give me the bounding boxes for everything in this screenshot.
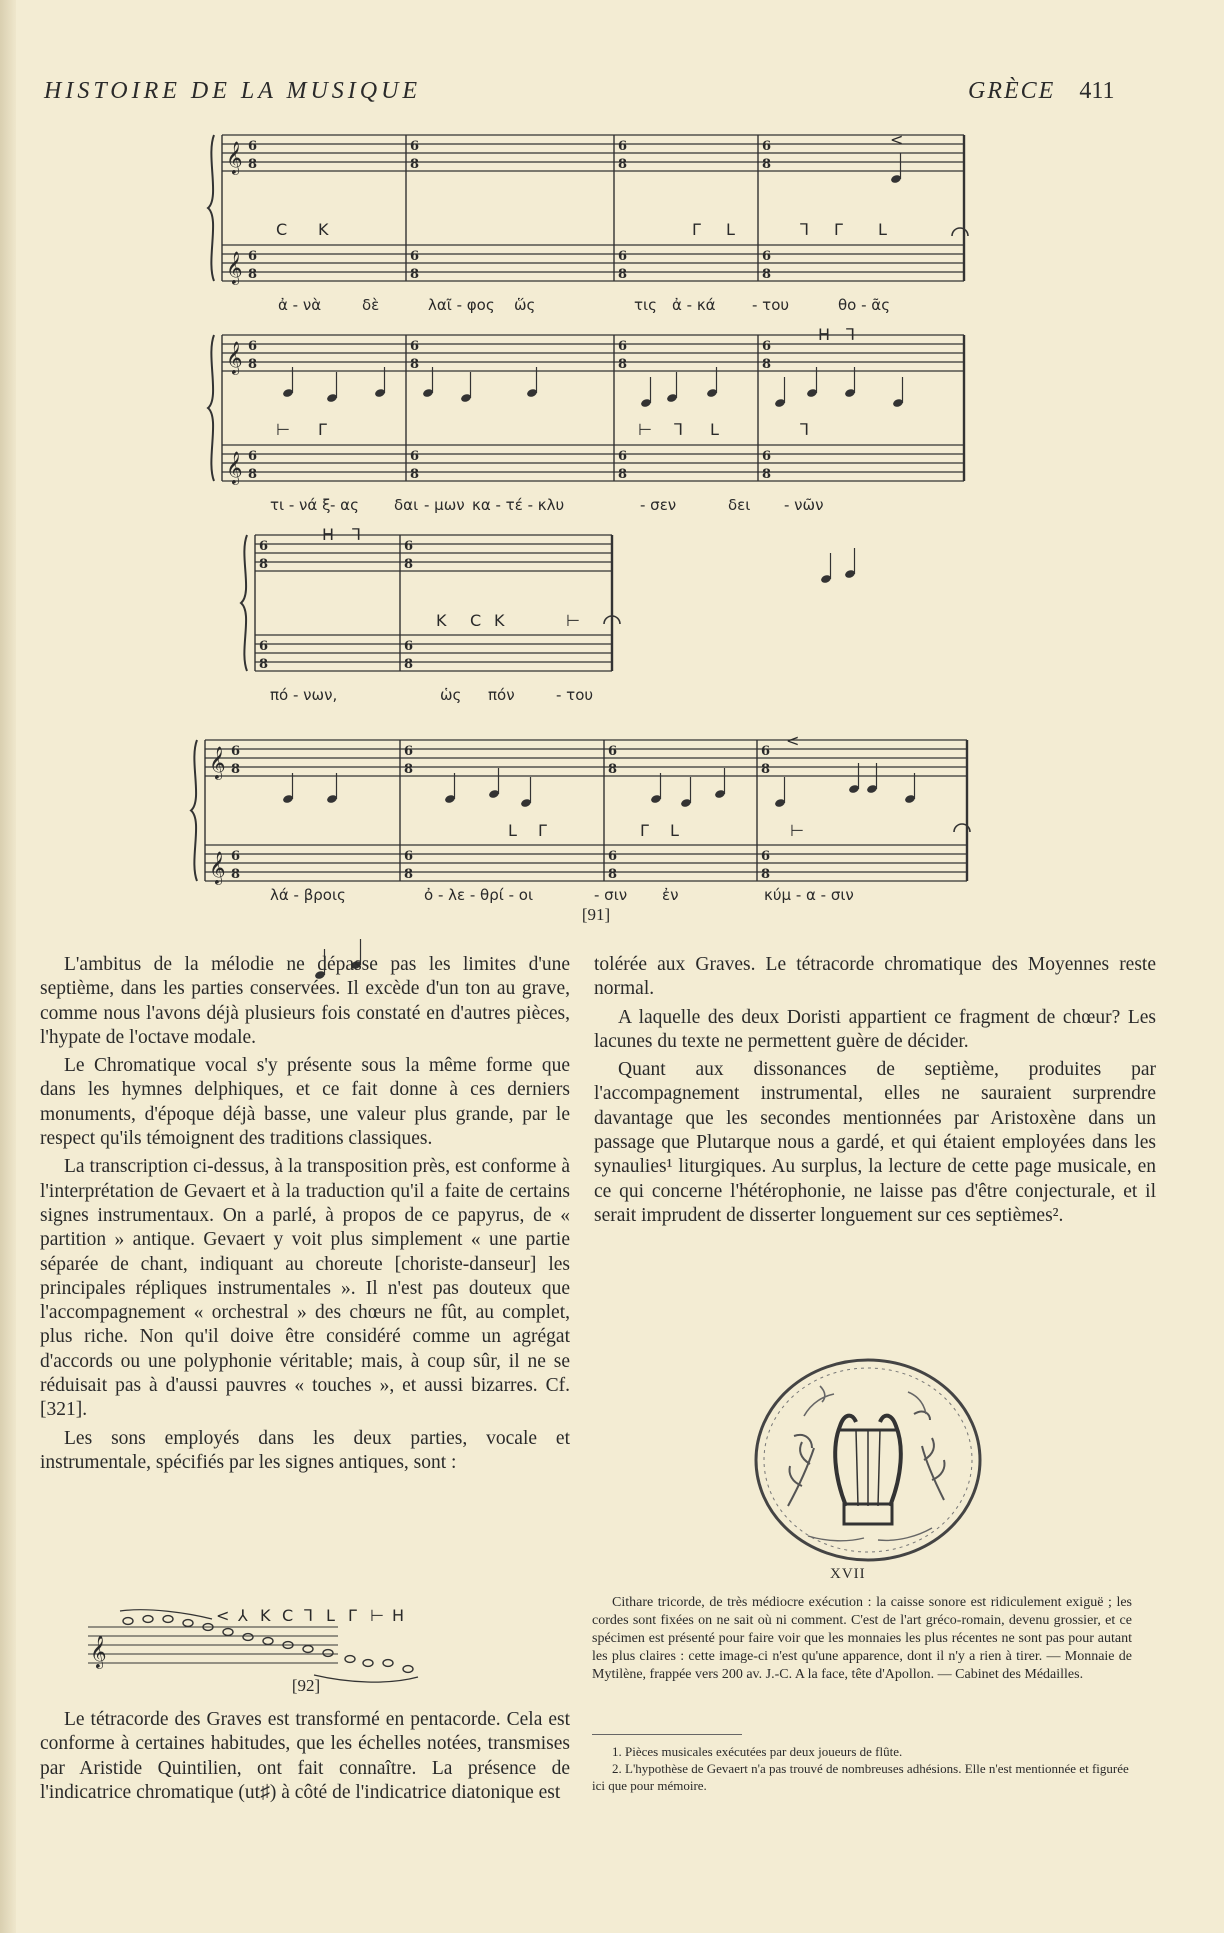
lyric-syllable: ὥς: [514, 296, 536, 314]
scale-note: [143, 1616, 153, 1623]
section-name: GRÈCE: [968, 78, 1056, 104]
lyric-syllable: κα - τέ - κλυ: [472, 496, 565, 514]
lyric-syllable: δὲ: [362, 296, 380, 314]
lyric-syllable: δαι: [394, 496, 419, 514]
scale-sign: K: [260, 1606, 271, 1625]
time-signature: 6: [410, 249, 420, 264]
notation-sign: Γ: [692, 220, 701, 239]
notation-sign: C: [276, 220, 288, 239]
system-brace: [241, 535, 247, 671]
lyric-syllable: - νῶν: [784, 496, 824, 514]
notation-sign: Γ: [834, 220, 843, 239]
notation-sign: L: [670, 821, 679, 840]
treble-clef: 𝄞: [226, 251, 243, 284]
time-signature: 6: [761, 849, 771, 864]
time-signature: 6: [618, 449, 628, 464]
treble-clef: 𝄞: [90, 1635, 107, 1668]
paragraph: Quant aux dissonances de septième, produites par l'accompagnement instrumental, elles ne sauraient surprendre davantage que les secondes mentionnées par Aristoxène dans un passage que Plutarque nous a gardé, et qui étaient employées dans les synaulies¹ liturgiques. Au surplus, la lecture de cette page musicale, en ce qui concerne l'hétérophonie, ne laisse pas d'être conjecturale, et il serait imprudent de disserter longuement sur ces septièmes².: [594, 1059, 1156, 1226]
notation-sign: K: [436, 611, 447, 630]
lyric-syllable: θο - ᾶς: [838, 296, 890, 314]
time-signature: 8: [762, 267, 772, 282]
time-signature: 6: [762, 339, 772, 354]
time-signature: 8: [618, 267, 628, 282]
notation-sign: Γ: [640, 821, 649, 840]
notation-sign: K: [318, 220, 329, 239]
notation-sign: ⅂: [846, 325, 855, 344]
time-signature: 6: [761, 744, 771, 759]
time-signature: 8: [761, 762, 771, 777]
time-signature: 6: [248, 249, 258, 264]
treble-clef: 𝄞: [226, 451, 243, 484]
paragraph: Les sons employés dans les deux parties, vocale et instrumentale, spécifiés par les signes antiques, sont :: [40, 1427, 570, 1473]
paragraph: Le tétracorde des Graves est transformé en pentacorde. Cela est conforme à certaines habitudes, que les échelles notées, transmises par Aristide Quintilien, ont fait connaître. La présence de l'indicatrice chromatique (ut♯) à côté de l'indicatrice diatonique est: [40, 1709, 570, 1803]
time-signature: 6: [404, 744, 414, 759]
time-signature: 8: [248, 267, 258, 282]
scale-sign: Γ: [348, 1606, 357, 1625]
time-signature: 8: [762, 357, 772, 372]
lyric-syllable: λαῖ - φος: [428, 296, 495, 314]
time-signature: 6: [618, 139, 628, 154]
time-signature: 8: [608, 867, 618, 882]
time-signature: 6: [410, 339, 420, 354]
scale-note: [223, 1629, 233, 1636]
time-signature: 8: [762, 157, 772, 172]
paragraph: tolérée aux Graves. Le tétracorde chromatique des Moyennes reste normal.: [594, 954, 1156, 1000]
time-signature: 8: [404, 762, 414, 777]
time-signature: 6: [608, 849, 618, 864]
notation-sign: ⅂: [674, 420, 683, 439]
notation-sign: L: [878, 220, 887, 239]
scale-slur: [120, 1610, 212, 1619]
time-signature: 8: [618, 357, 628, 372]
lyric-syllable: - ας: [330, 496, 359, 514]
page-number: 411: [1079, 78, 1115, 104]
scale-note: [263, 1638, 273, 1645]
time-signature: 6: [248, 339, 258, 354]
system-brace: [208, 135, 214, 281]
lyric-syllable: ὀ - λε - θρί - οι: [424, 886, 534, 904]
time-signature: 6: [762, 249, 772, 264]
notation-sign: ⅂: [800, 420, 809, 439]
paragraph: A laquelle des deux Doristi appartient ce fragment de chœur? Les lacunes du texte ne permettent guère de décider.: [594, 1006, 1156, 1052]
time-signature: 8: [410, 157, 420, 172]
scale-note: [403, 1666, 413, 1673]
running-header-section: [968, 78, 1114, 105]
scale-note: [303, 1646, 313, 1653]
lyric-syllable: τι - νά ξ: [270, 496, 331, 514]
notation-sign: ⅂: [352, 525, 361, 544]
footnote-rule: [592, 1734, 742, 1735]
lyric-syllable: - του: [556, 686, 594, 704]
scale-sign: L: [326, 1606, 335, 1625]
lyric-syllable: κύμ - α - σιν: [764, 886, 854, 904]
fermata: [952, 228, 968, 236]
scale-sign: ⅂: [304, 1606, 313, 1625]
lyric-syllable: - του: [752, 296, 790, 314]
time-signature: 8: [259, 657, 269, 672]
notation-sign: ⊢: [790, 821, 804, 840]
notation-sign: <: [786, 731, 800, 750]
left-column-continued: [40, 1708, 570, 1809]
scale-figure-label: [92]: [291, 1676, 321, 1695]
time-signature: 6: [231, 849, 241, 864]
scale-sign: <: [216, 1606, 230, 1625]
paragraph: Le Chromatique vocal s'y présente sous la même forme que dans les hymnes delphiques, et ce fait donne à ces derniers monuments, d'époque déjà basse, une valeur plus grande, par le respect qu'ils témoignent des traditions classiques.: [40, 1055, 570, 1150]
notation-sign: ⊢: [638, 420, 652, 439]
notation-sign: <: [890, 130, 904, 149]
paragraph: La transcription ci-dessus, à la transposition près, est conforme à l'interprétation de Gevaert et à la traduction qu'il a faite de certains signes instrumentaux. On a parlé, à propos de ce papyrus, de « partition » antique. Gevaert y voit plus simplement « une partie séparée de chant, indiquant au choreute [choriste-danseur] les principales répliques instrumentales ». Il n'est pas douteux que l'accompagnement « orchestral » des chœurs ne fût, au complet, plus riche. Non qu'il doive être considéré comme un agrégat d'accords ou une polyphonie véritable; mais, à coup sûr, il ne se réduisait pas à d'aussi pauvres « touches », et aussi bizarres. Cf. [321].: [40, 1156, 570, 1421]
scale-sign: ⅄: [238, 1606, 248, 1625]
scale-note: [323, 1650, 333, 1657]
coin-caption-text: Cithare tricorde, de très médiocre exécution : la caisse sonore est ridiculement exiguë ; les cordes sont fixées on ne sait où ni comment. C'est de l'art gréco-romain, devenu grossier, et ce spécimen est présenté pour faire voir que les monnaies les plus récentes ne sont pas pour autant les plus claires : cette image-ci n'est qu'une apparence, dont il n'y a rien à tirer. — Monnaie de Mytilène, frappée vers 200 av. J.-C. A la face, tête d'Apollon. — Cabinet des Médailles.: [592, 1595, 1132, 1682]
time-signature: 6: [618, 249, 628, 264]
footnotes: [592, 1734, 1132, 1794]
music-score: [0, 110, 1224, 1030]
time-signature: 6: [608, 744, 618, 759]
time-signature: 8: [762, 467, 772, 482]
lyric-syllable: δει: [728, 496, 751, 514]
scale-note: [363, 1660, 373, 1667]
scale-note: [345, 1656, 355, 1663]
scale-note: [123, 1618, 133, 1625]
notation-sign: ⊢: [566, 611, 580, 630]
time-signature: 8: [248, 157, 258, 172]
system-brace: [191, 740, 197, 881]
time-signature: 6: [259, 639, 269, 654]
time-signature: 8: [410, 267, 420, 282]
system-brace: [208, 335, 214, 481]
time-signature: 8: [231, 762, 241, 777]
scale-sign: H: [392, 1606, 405, 1625]
time-signature: 8: [410, 357, 420, 372]
left-column: [40, 953, 570, 1479]
lyric-syllable: ὡς: [440, 686, 462, 704]
time-signature: 6: [231, 744, 241, 759]
time-signature: 8: [618, 157, 628, 172]
scale-note: [383, 1660, 393, 1667]
notation-sign: ⅂: [800, 220, 809, 239]
time-signature: 8: [231, 867, 241, 882]
lyric-syllable: - μων: [424, 496, 465, 514]
notation-sign: Γ: [318, 420, 327, 439]
scale-note: [243, 1634, 253, 1641]
scale-sign: C: [282, 1606, 294, 1625]
time-signature: 8: [248, 357, 258, 372]
time-signature: 8: [404, 867, 414, 882]
time-signature: 6: [762, 139, 772, 154]
right-column: [594, 953, 1156, 1232]
coin-caption: [592, 1594, 1132, 1684]
notation-sign: Γ: [538, 821, 547, 840]
time-signature: 6: [404, 539, 414, 554]
time-signature: 8: [761, 867, 771, 882]
time-signature: 6: [618, 339, 628, 354]
time-signature: 6: [259, 539, 269, 554]
treble-clef: 𝄞: [209, 746, 226, 779]
paragraph: L'ambitus de la mélodie ne dépasse pas les limites d'une septième, dans les parties conservées. Il excède d'un ton au grave, comme nous l'avons déjà plusieurs fois constaté en d'autres pièces, l'hypate de l'octave modale.: [40, 954, 570, 1048]
lyric-syllable: πό - νων,: [270, 686, 338, 704]
notation-sign: C: [470, 611, 482, 630]
score-figure-label: [91]: [581, 905, 611, 924]
time-signature: 6: [404, 849, 414, 864]
time-signature: 6: [248, 139, 258, 154]
notation-sign: L: [710, 420, 719, 439]
scale-sign: ⊢: [370, 1606, 384, 1625]
scale-note: [163, 1616, 173, 1623]
time-signature: 6: [762, 449, 772, 464]
lyric-syllable: τις: [634, 296, 657, 314]
time-signature: 8: [404, 557, 414, 572]
treble-clef: 𝄞: [209, 851, 226, 884]
time-signature: 8: [410, 467, 420, 482]
time-signature: 6: [410, 449, 420, 464]
time-signature: 8: [248, 467, 258, 482]
lyric-syllable: - σεν: [640, 496, 677, 514]
lyric-syllable: - σιν: [594, 886, 628, 904]
lyric-syllable: ἀ - κά: [672, 296, 716, 314]
treble-clef: 𝄞: [226, 141, 243, 174]
time-signature: 6: [404, 639, 414, 654]
coin-illustration: [748, 1356, 988, 1566]
notation-sign: L: [508, 821, 517, 840]
time-signature: 8: [608, 762, 618, 777]
running-header-title: HISTOIRE DE LA MUSIQUE: [44, 78, 422, 104]
lyric-syllable: πόν: [488, 686, 515, 704]
notation-sign: K: [494, 611, 505, 630]
time-signature: 8: [618, 467, 628, 482]
lyric-syllable: λά - βροις: [270, 886, 346, 904]
footnote: 1. Pièces musicales exécutées par deux joueurs de flûte.: [612, 1744, 903, 1759]
score-system-2: [208, 325, 964, 808]
treble-clef: 𝄞: [226, 341, 243, 374]
notation-sign: H: [322, 525, 335, 544]
lyric-syllable: ἐν: [662, 886, 679, 904]
lyric-syllable: ἀ - νὰ: [278, 296, 322, 314]
notation-sign: H: [818, 325, 831, 344]
notation-sign: ⊢: [276, 420, 290, 439]
notation-sign: L: [726, 220, 735, 239]
scale-note: [183, 1620, 193, 1627]
time-signature: 8: [404, 657, 414, 672]
time-signature: 6: [410, 139, 420, 154]
score-system-1: [208, 130, 968, 408]
footnote: 2. L'hypothèse de Gevaert n'a pas trouvé de nombreuses adhésions. Elle n'est mentionnée et figurée ici que pour mémoire.: [592, 1761, 1129, 1793]
time-signature: 6: [248, 449, 258, 464]
time-signature: 8: [259, 557, 269, 572]
coin-label: XVII: [830, 1566, 866, 1582]
